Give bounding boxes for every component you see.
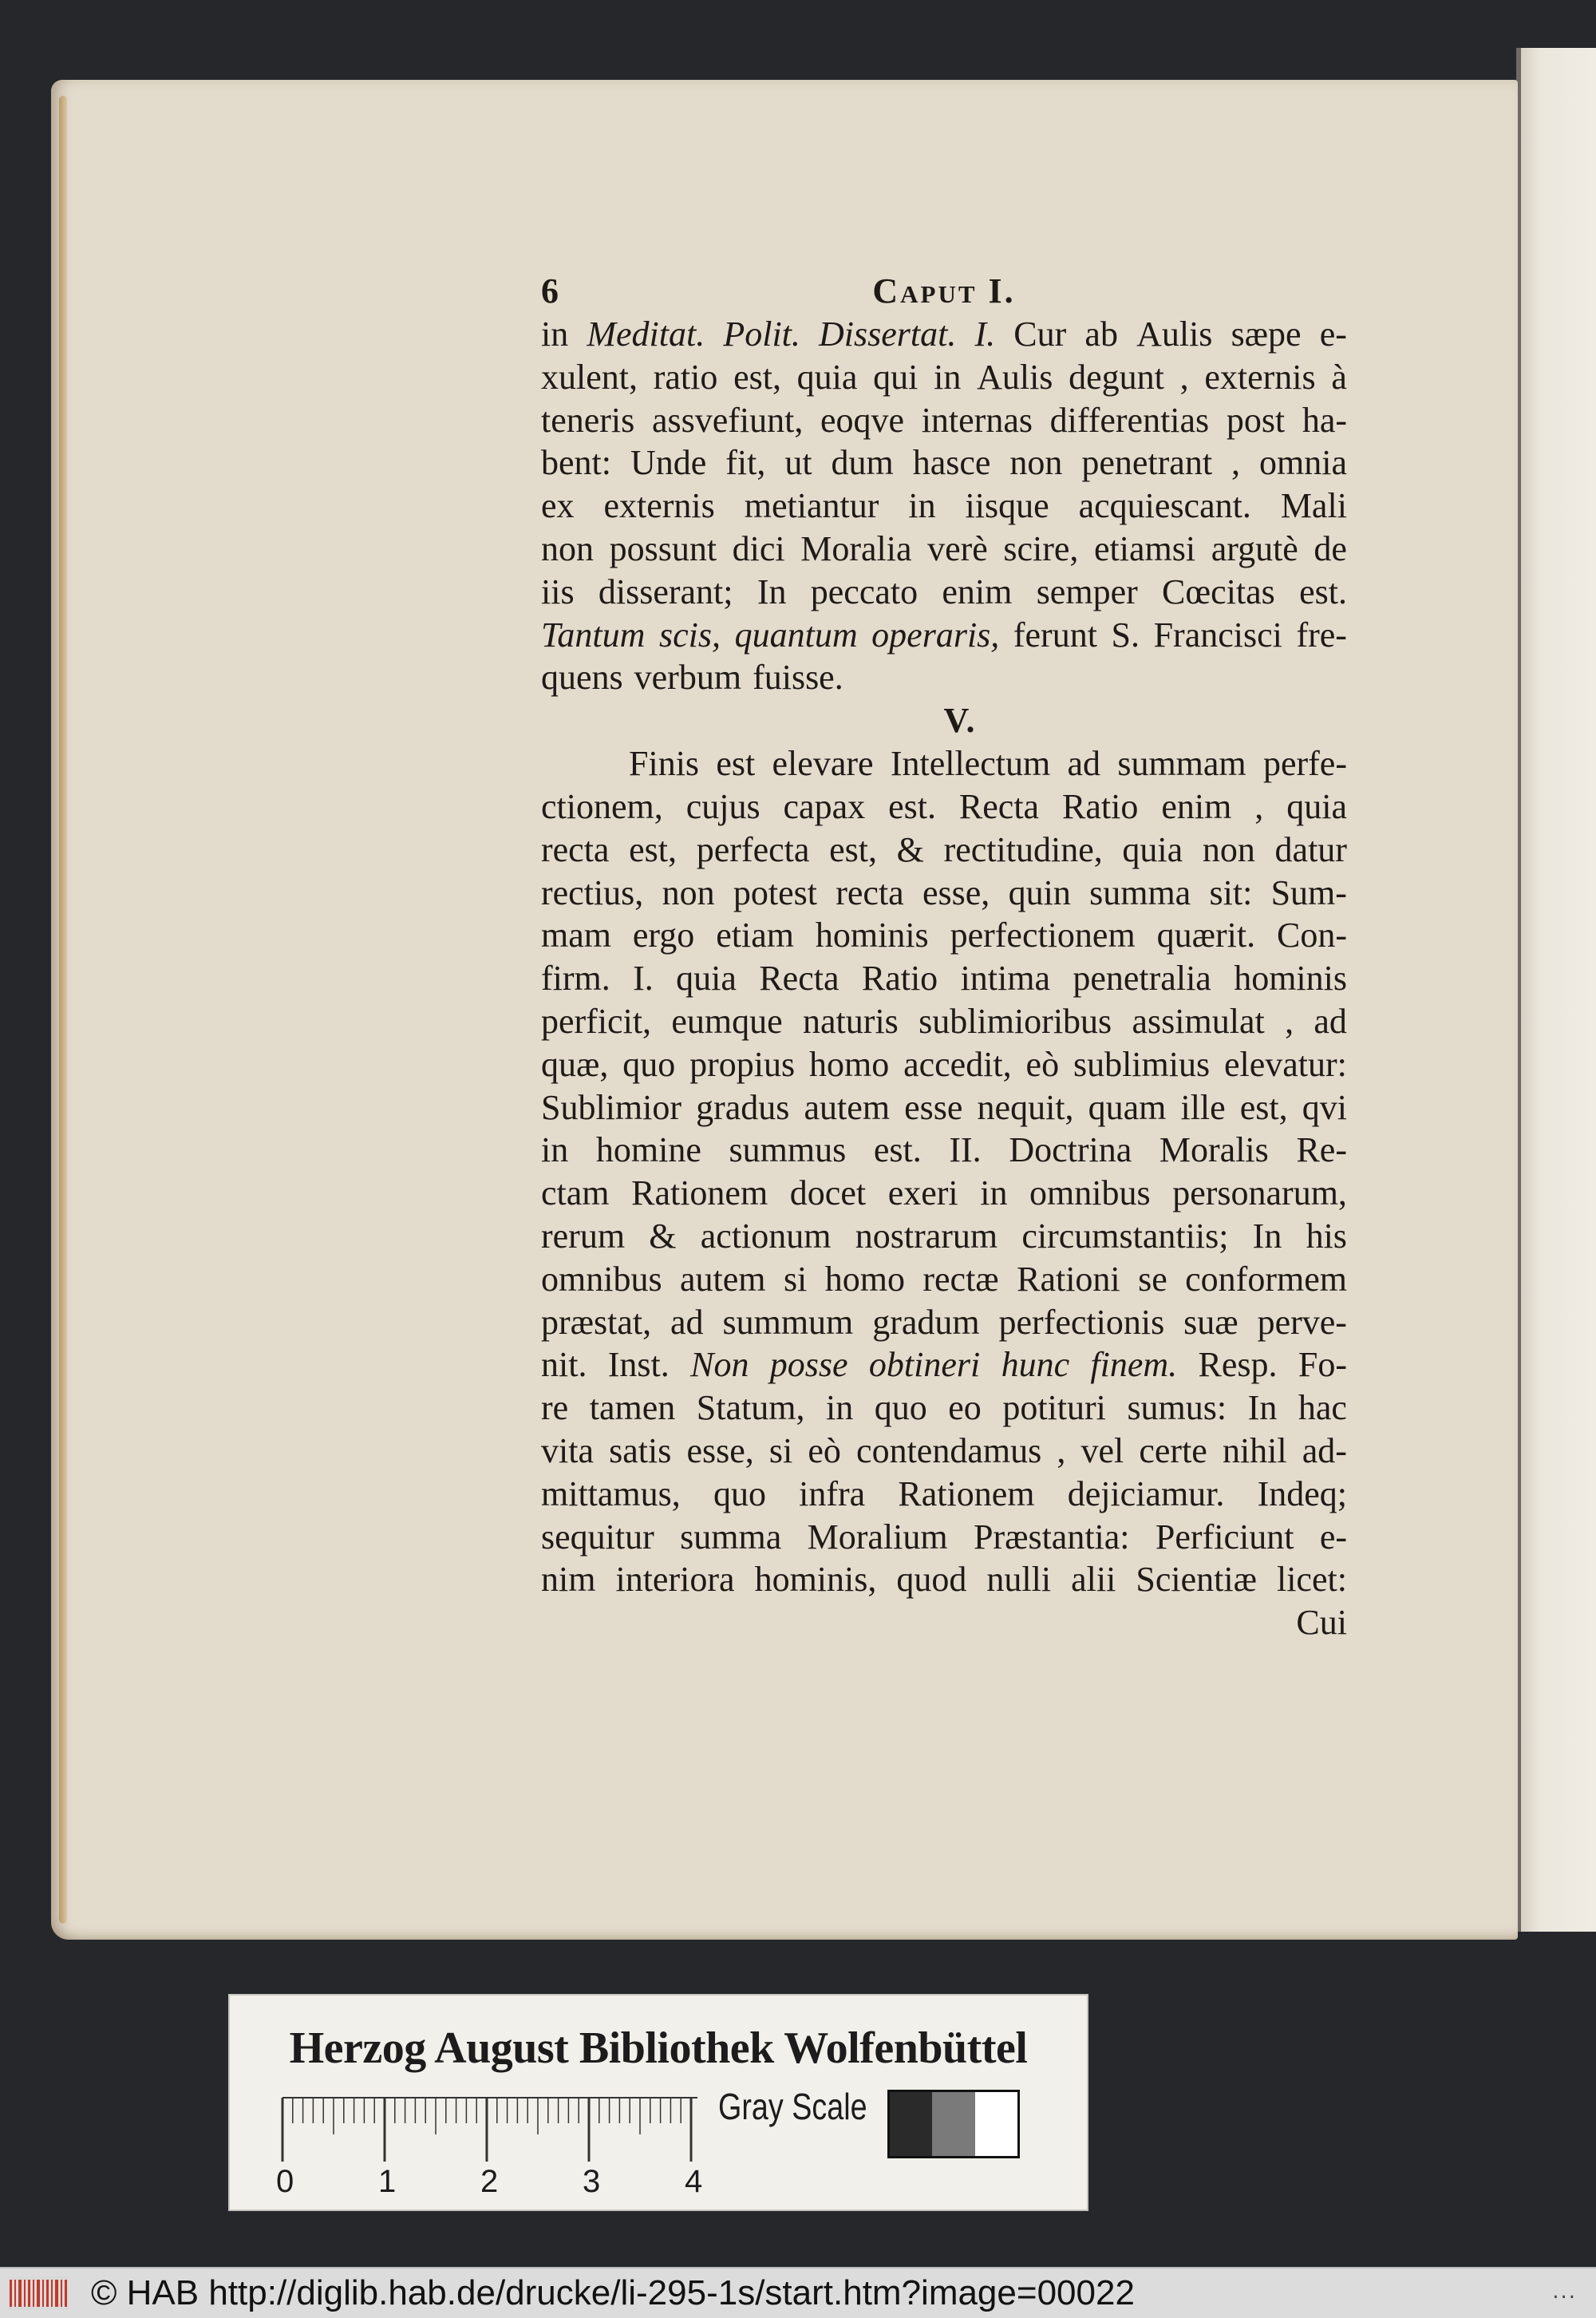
word: cujus bbox=[685, 786, 760, 826]
word: nit. bbox=[541, 1345, 587, 1385]
word: licet: bbox=[1276, 1560, 1347, 1600]
word: capax bbox=[783, 786, 866, 826]
word: externis bbox=[1204, 357, 1316, 397]
word: Perficiunt bbox=[1155, 1517, 1294, 1557]
text-line bbox=[541, 528, 1347, 571]
word: vita bbox=[541, 1430, 594, 1470]
word: homine bbox=[595, 1130, 701, 1170]
word: Cœcitas bbox=[1162, 572, 1275, 611]
word: ad bbox=[670, 1302, 704, 1342]
swatch-light bbox=[975, 2092, 1017, 2156]
word: interiora bbox=[615, 1560, 735, 1600]
word: præstat, bbox=[541, 1302, 652, 1342]
word: in bbox=[825, 1388, 854, 1428]
word: perfectionem bbox=[950, 916, 1136, 955]
word: quia bbox=[1286, 786, 1347, 826]
gray-scale-label: Gray Scale bbox=[718, 2086, 867, 2127]
word: fuisse. bbox=[753, 658, 843, 698]
word: Recta bbox=[958, 786, 1040, 826]
word: re bbox=[541, 1388, 569, 1428]
word: hunc bbox=[1001, 1345, 1070, 1385]
word: datur bbox=[1274, 829, 1347, 869]
word: II. bbox=[949, 1130, 982, 1170]
word: ut bbox=[784, 443, 812, 483]
word: quo bbox=[874, 1388, 927, 1428]
word: sequitur bbox=[541, 1517, 654, 1557]
swatch-mid bbox=[932, 2092, 974, 2156]
word: e- bbox=[1319, 1517, 1347, 1557]
word: dejiciamur. bbox=[1067, 1473, 1225, 1513]
word: xulent, bbox=[541, 357, 638, 397]
word: in bbox=[934, 357, 962, 397]
word: bent: bbox=[541, 443, 611, 483]
text-line bbox=[541, 1086, 1347, 1129]
word: operaris, bbox=[871, 615, 1000, 655]
word: metiantur bbox=[744, 486, 879, 526]
word: non bbox=[541, 528, 594, 568]
word: assvefiunt, bbox=[651, 400, 804, 440]
text-line bbox=[541, 399, 1347, 442]
word: eò bbox=[1025, 1044, 1060, 1084]
word: ctionem, bbox=[541, 786, 663, 826]
word: sublimioribus bbox=[918, 1001, 1112, 1041]
section-heading: V. bbox=[943, 701, 977, 741]
word: se bbox=[1138, 1259, 1167, 1299]
word: quærit. bbox=[1156, 916, 1256, 955]
word: Moralia bbox=[800, 528, 912, 568]
text-line bbox=[541, 1172, 1347, 1215]
word: Rationi bbox=[1017, 1259, 1120, 1299]
text-line bbox=[541, 914, 1347, 957]
word: etiam bbox=[716, 916, 794, 955]
word: disserant; bbox=[598, 572, 733, 611]
text-line bbox=[541, 1386, 1347, 1430]
word: in bbox=[541, 1130, 569, 1170]
word: ille bbox=[1180, 1087, 1226, 1127]
word: omnia bbox=[1259, 443, 1347, 483]
word: homo bbox=[808, 1044, 890, 1084]
word: finem. bbox=[1090, 1345, 1178, 1385]
word: Francisci bbox=[1153, 615, 1282, 655]
word: quo bbox=[622, 1044, 676, 1084]
word: est. bbox=[1299, 572, 1347, 611]
word: de bbox=[1314, 528, 1347, 568]
word: summa bbox=[1089, 872, 1191, 912]
word: Doctrina bbox=[1009, 1130, 1132, 1170]
label-title: Herzog August Bibliothek Wolfenbüttel bbox=[289, 2023, 1028, 2073]
word: satis bbox=[609, 1430, 672, 1470]
word: ab bbox=[1084, 314, 1118, 354]
word: elevare bbox=[772, 744, 874, 784]
word: , bbox=[1285, 1001, 1294, 1041]
word: fit, bbox=[725, 443, 766, 483]
word: hominis bbox=[815, 916, 929, 955]
word: mittamus, bbox=[541, 1473, 681, 1513]
word: nequit, bbox=[977, 1087, 1074, 1127]
word: non bbox=[1202, 829, 1255, 869]
word: perfe- bbox=[1262, 744, 1347, 784]
more-icon[interactable]: ... bbox=[1552, 2280, 1577, 2304]
facing-page-edge bbox=[1516, 48, 1596, 1932]
word: quia bbox=[676, 959, 737, 999]
word: si bbox=[783, 1259, 808, 1299]
word: nihil bbox=[1222, 1430, 1287, 1470]
word: conformem bbox=[1185, 1259, 1347, 1299]
word: in bbox=[980, 1173, 1008, 1213]
word: Re- bbox=[1296, 1130, 1347, 1170]
swatch-dark bbox=[890, 2092, 932, 2156]
word: quo bbox=[713, 1473, 766, 1513]
word: verè bbox=[927, 528, 988, 568]
word: accedit, bbox=[903, 1044, 1012, 1084]
word: sit: bbox=[1209, 872, 1253, 912]
word: rerum bbox=[541, 1216, 626, 1256]
word: ctam bbox=[541, 1173, 610, 1213]
word: Rationem bbox=[631, 1173, 768, 1213]
page-text bbox=[541, 270, 1347, 1644]
word: his bbox=[1306, 1216, 1347, 1256]
footer-bar bbox=[0, 2267, 1596, 2318]
word: perfectionis bbox=[998, 1302, 1165, 1342]
word: quens bbox=[541, 658, 623, 698]
word: esse bbox=[904, 1087, 963, 1127]
word: differentias bbox=[1049, 400, 1210, 440]
word: ad bbox=[1067, 744, 1101, 784]
barcode-icon bbox=[8, 2276, 69, 2310]
word: est, bbox=[1239, 1087, 1288, 1127]
word: Intellectum bbox=[890, 744, 1051, 784]
text-line bbox=[541, 614, 1347, 657]
word: Polit. bbox=[723, 314, 800, 354]
word: obtineri bbox=[868, 1345, 981, 1385]
ruler-number: 2 bbox=[480, 2164, 499, 2199]
word: Sum- bbox=[1270, 872, 1347, 912]
word: quin bbox=[1008, 872, 1071, 912]
ruler-numbers bbox=[276, 2164, 702, 2199]
word: scire, bbox=[1003, 528, 1079, 568]
word: personarum, bbox=[1172, 1173, 1347, 1213]
word: esse, bbox=[922, 872, 990, 912]
word: autem bbox=[804, 1087, 891, 1127]
word: Mali bbox=[1280, 486, 1347, 526]
word: verbum bbox=[634, 658, 742, 698]
word: Ratio bbox=[1062, 786, 1139, 826]
word: etiamsi bbox=[1094, 528, 1196, 568]
text-line bbox=[541, 1043, 1347, 1086]
paragraph-2 bbox=[541, 742, 1347, 1601]
text-line bbox=[541, 313, 1347, 356]
word: In bbox=[757, 572, 787, 611]
word: hominis, bbox=[754, 1560, 877, 1600]
word: quia bbox=[1122, 829, 1183, 869]
text-line bbox=[541, 829, 1347, 872]
word: recta bbox=[541, 829, 610, 869]
word: , bbox=[1231, 443, 1241, 483]
word: In bbox=[1247, 1388, 1278, 1428]
word: perfecta bbox=[696, 829, 810, 869]
word: Præstantia: bbox=[973, 1517, 1130, 1557]
word: firm. bbox=[541, 959, 610, 999]
word: dici bbox=[732, 528, 785, 568]
ruler-ticks bbox=[282, 2098, 691, 2162]
word: scis, bbox=[659, 615, 721, 655]
word: quæ, bbox=[541, 1044, 609, 1084]
word: & bbox=[896, 829, 924, 869]
word: naturis bbox=[803, 1001, 899, 1041]
word: est. bbox=[873, 1130, 922, 1170]
word: est bbox=[716, 744, 756, 784]
word: eumque bbox=[671, 1001, 783, 1041]
text-line bbox=[541, 957, 1347, 1000]
word: exeri bbox=[887, 1173, 958, 1213]
word: Indeq; bbox=[1257, 1473, 1347, 1513]
ruler-number: 3 bbox=[583, 2164, 601, 2199]
word: infra bbox=[799, 1473, 866, 1513]
word: acquiescant. bbox=[1078, 486, 1251, 526]
word: assimulat bbox=[1132, 1001, 1265, 1041]
word: In bbox=[1252, 1216, 1282, 1256]
word: sæpe bbox=[1231, 314, 1302, 354]
word: ad- bbox=[1302, 1430, 1347, 1470]
word: Cur bbox=[1013, 314, 1067, 354]
word: perficit, bbox=[541, 1001, 652, 1041]
word: si bbox=[768, 1430, 793, 1470]
word: post bbox=[1226, 400, 1286, 440]
word: qui bbox=[873, 357, 918, 397]
word: potituri bbox=[1002, 1388, 1106, 1428]
word: penetrant bbox=[1081, 443, 1213, 483]
word: Recta bbox=[759, 959, 839, 999]
word: Moralis bbox=[1159, 1130, 1269, 1170]
word: internas bbox=[921, 400, 1033, 440]
word: teneris bbox=[541, 400, 635, 440]
word: in bbox=[908, 486, 936, 526]
text-line bbox=[541, 441, 1347, 485]
word: gradum bbox=[872, 1302, 980, 1342]
word: e- bbox=[1319, 314, 1347, 354]
catchword: Cui bbox=[1296, 1603, 1347, 1643]
word: ferunt bbox=[1013, 615, 1097, 655]
word: qvi bbox=[1302, 1087, 1347, 1127]
word: est. bbox=[888, 786, 936, 826]
text-line bbox=[541, 1430, 1347, 1473]
word: non bbox=[662, 872, 715, 912]
word: non bbox=[1009, 443, 1063, 483]
word: , bbox=[1057, 1430, 1066, 1470]
word: Inst. bbox=[607, 1345, 670, 1385]
word: Tantum bbox=[541, 615, 646, 655]
word: perve- bbox=[1257, 1302, 1347, 1342]
ruler-number: 1 bbox=[378, 2164, 397, 2199]
word: Rationem bbox=[898, 1473, 1035, 1513]
word: ex bbox=[541, 486, 575, 526]
text-line bbox=[541, 485, 1347, 528]
text-line bbox=[541, 1558, 1347, 1601]
word: Con- bbox=[1277, 916, 1347, 955]
word: S. bbox=[1111, 615, 1140, 655]
word: fre- bbox=[1296, 615, 1347, 655]
word: hac bbox=[1298, 1388, 1347, 1428]
text-line bbox=[541, 872, 1347, 915]
word: externis bbox=[603, 486, 715, 526]
page-number: 6 bbox=[541, 271, 559, 311]
word: est, bbox=[629, 829, 678, 869]
library-label bbox=[228, 1994, 1088, 2211]
word: propius bbox=[689, 1044, 796, 1084]
copyright-url-text[interactable]: © HAB http://diglib.hab.de/drucke/li-295-1s/start.htm?image=00022 bbox=[91, 2273, 1135, 2312]
word: nulli bbox=[986, 1560, 1052, 1600]
text-line bbox=[541, 1129, 1347, 1172]
text-line bbox=[541, 1343, 1347, 1386]
word: actionum bbox=[700, 1216, 832, 1256]
running-title: Caput I. bbox=[872, 271, 1016, 311]
word: certe bbox=[1139, 1430, 1207, 1470]
word: Unde bbox=[630, 443, 707, 483]
word: I. bbox=[633, 959, 654, 999]
word: ergo bbox=[632, 916, 695, 955]
word: Scientiæ bbox=[1136, 1560, 1257, 1600]
word: gradus bbox=[696, 1087, 790, 1127]
text-line bbox=[541, 1258, 1347, 1301]
word: potest bbox=[733, 872, 817, 912]
word: posse bbox=[769, 1345, 848, 1385]
ruler-number: 4 bbox=[685, 2164, 703, 2199]
word: esse, bbox=[686, 1430, 754, 1470]
word: hominis bbox=[1234, 959, 1347, 999]
word: Dissertat. bbox=[819, 314, 957, 354]
word: sublimius bbox=[1073, 1044, 1211, 1084]
word: Statum, bbox=[696, 1388, 805, 1428]
word: Aulis bbox=[977, 357, 1053, 397]
text-line bbox=[541, 571, 1347, 614]
word: elevatur: bbox=[1223, 1044, 1347, 1084]
word: eo bbox=[948, 1388, 982, 1428]
word: suæ bbox=[1183, 1302, 1238, 1342]
word: quam bbox=[1088, 1087, 1167, 1127]
text-line bbox=[541, 742, 1347, 785]
word: homo bbox=[824, 1259, 905, 1299]
word: eoqve bbox=[820, 400, 905, 440]
word: autem bbox=[680, 1259, 766, 1299]
text-line bbox=[541, 1000, 1347, 1043]
text-line bbox=[541, 1301, 1347, 1344]
word: ad bbox=[1314, 1001, 1347, 1041]
word: Meditat. bbox=[587, 314, 705, 354]
word: intima bbox=[960, 959, 1050, 999]
word: à bbox=[1331, 357, 1347, 397]
word: Fo- bbox=[1298, 1345, 1347, 1385]
word: est, bbox=[829, 829, 877, 869]
word: summam bbox=[1117, 744, 1246, 784]
word: dum bbox=[831, 443, 894, 483]
word: penetralia bbox=[1073, 959, 1211, 999]
word: hasce bbox=[912, 443, 991, 483]
word: eò bbox=[808, 1430, 841, 1470]
word: nim bbox=[541, 1560, 596, 1600]
text-line bbox=[541, 656, 1347, 699]
word: Finis bbox=[629, 744, 700, 784]
word: Sublimior bbox=[541, 1087, 682, 1127]
word: degunt bbox=[1069, 357, 1164, 397]
word: Resp. bbox=[1198, 1345, 1278, 1385]
word: iisque bbox=[965, 486, 1049, 526]
word: summa bbox=[680, 1517, 782, 1557]
text-line bbox=[541, 1473, 1347, 1516]
word: argutè bbox=[1211, 528, 1298, 568]
word: quia bbox=[796, 357, 858, 397]
word: tamen bbox=[589, 1388, 676, 1428]
word: rectæ bbox=[922, 1259, 999, 1299]
word: omnibus bbox=[1029, 1173, 1151, 1213]
word: nostrarum bbox=[855, 1216, 998, 1256]
word: mam bbox=[541, 916, 611, 955]
word: ratio bbox=[653, 357, 718, 397]
word: , bbox=[1254, 786, 1264, 826]
word: & bbox=[649, 1216, 677, 1256]
word: peccato bbox=[810, 572, 918, 611]
gray-scale-swatches bbox=[887, 2090, 1020, 2158]
word: semper bbox=[1036, 572, 1138, 611]
word: in bbox=[541, 314, 569, 354]
word: est, bbox=[733, 357, 781, 397]
paragraph-1 bbox=[541, 313, 1347, 699]
page-header bbox=[541, 270, 1347, 313]
word: Aulis bbox=[1136, 314, 1213, 354]
word: enim bbox=[1161, 786, 1232, 826]
word: possunt bbox=[609, 528, 717, 568]
word: alii bbox=[1071, 1560, 1116, 1600]
text-line bbox=[541, 356, 1347, 399]
word: iis bbox=[541, 572, 575, 611]
text-line bbox=[541, 785, 1347, 829]
word: sumus: bbox=[1127, 1388, 1227, 1428]
word: contendamus bbox=[856, 1430, 1042, 1470]
word: Non bbox=[690, 1345, 749, 1385]
word: circumstantiis; bbox=[1021, 1216, 1229, 1256]
word: Ratio bbox=[861, 959, 938, 999]
word: omnibus bbox=[541, 1259, 662, 1299]
word: quantum bbox=[734, 615, 858, 655]
word: Moralium bbox=[807, 1517, 948, 1557]
word: I. bbox=[974, 314, 996, 354]
word: ha- bbox=[1302, 400, 1347, 440]
word: rectius, bbox=[541, 872, 644, 912]
word: summus bbox=[729, 1130, 847, 1170]
word: recta bbox=[836, 872, 904, 912]
word: vel bbox=[1080, 1430, 1124, 1470]
text-line bbox=[541, 1516, 1347, 1559]
text-line bbox=[541, 1215, 1347, 1258]
ruler-number: 0 bbox=[276, 2164, 294, 2199]
word: summum bbox=[722, 1302, 854, 1342]
word: quod bbox=[896, 1560, 967, 1600]
word: rectitudine, bbox=[943, 829, 1103, 869]
word: , bbox=[1179, 357, 1189, 397]
word: docet bbox=[789, 1173, 867, 1213]
word: enim bbox=[942, 572, 1013, 611]
